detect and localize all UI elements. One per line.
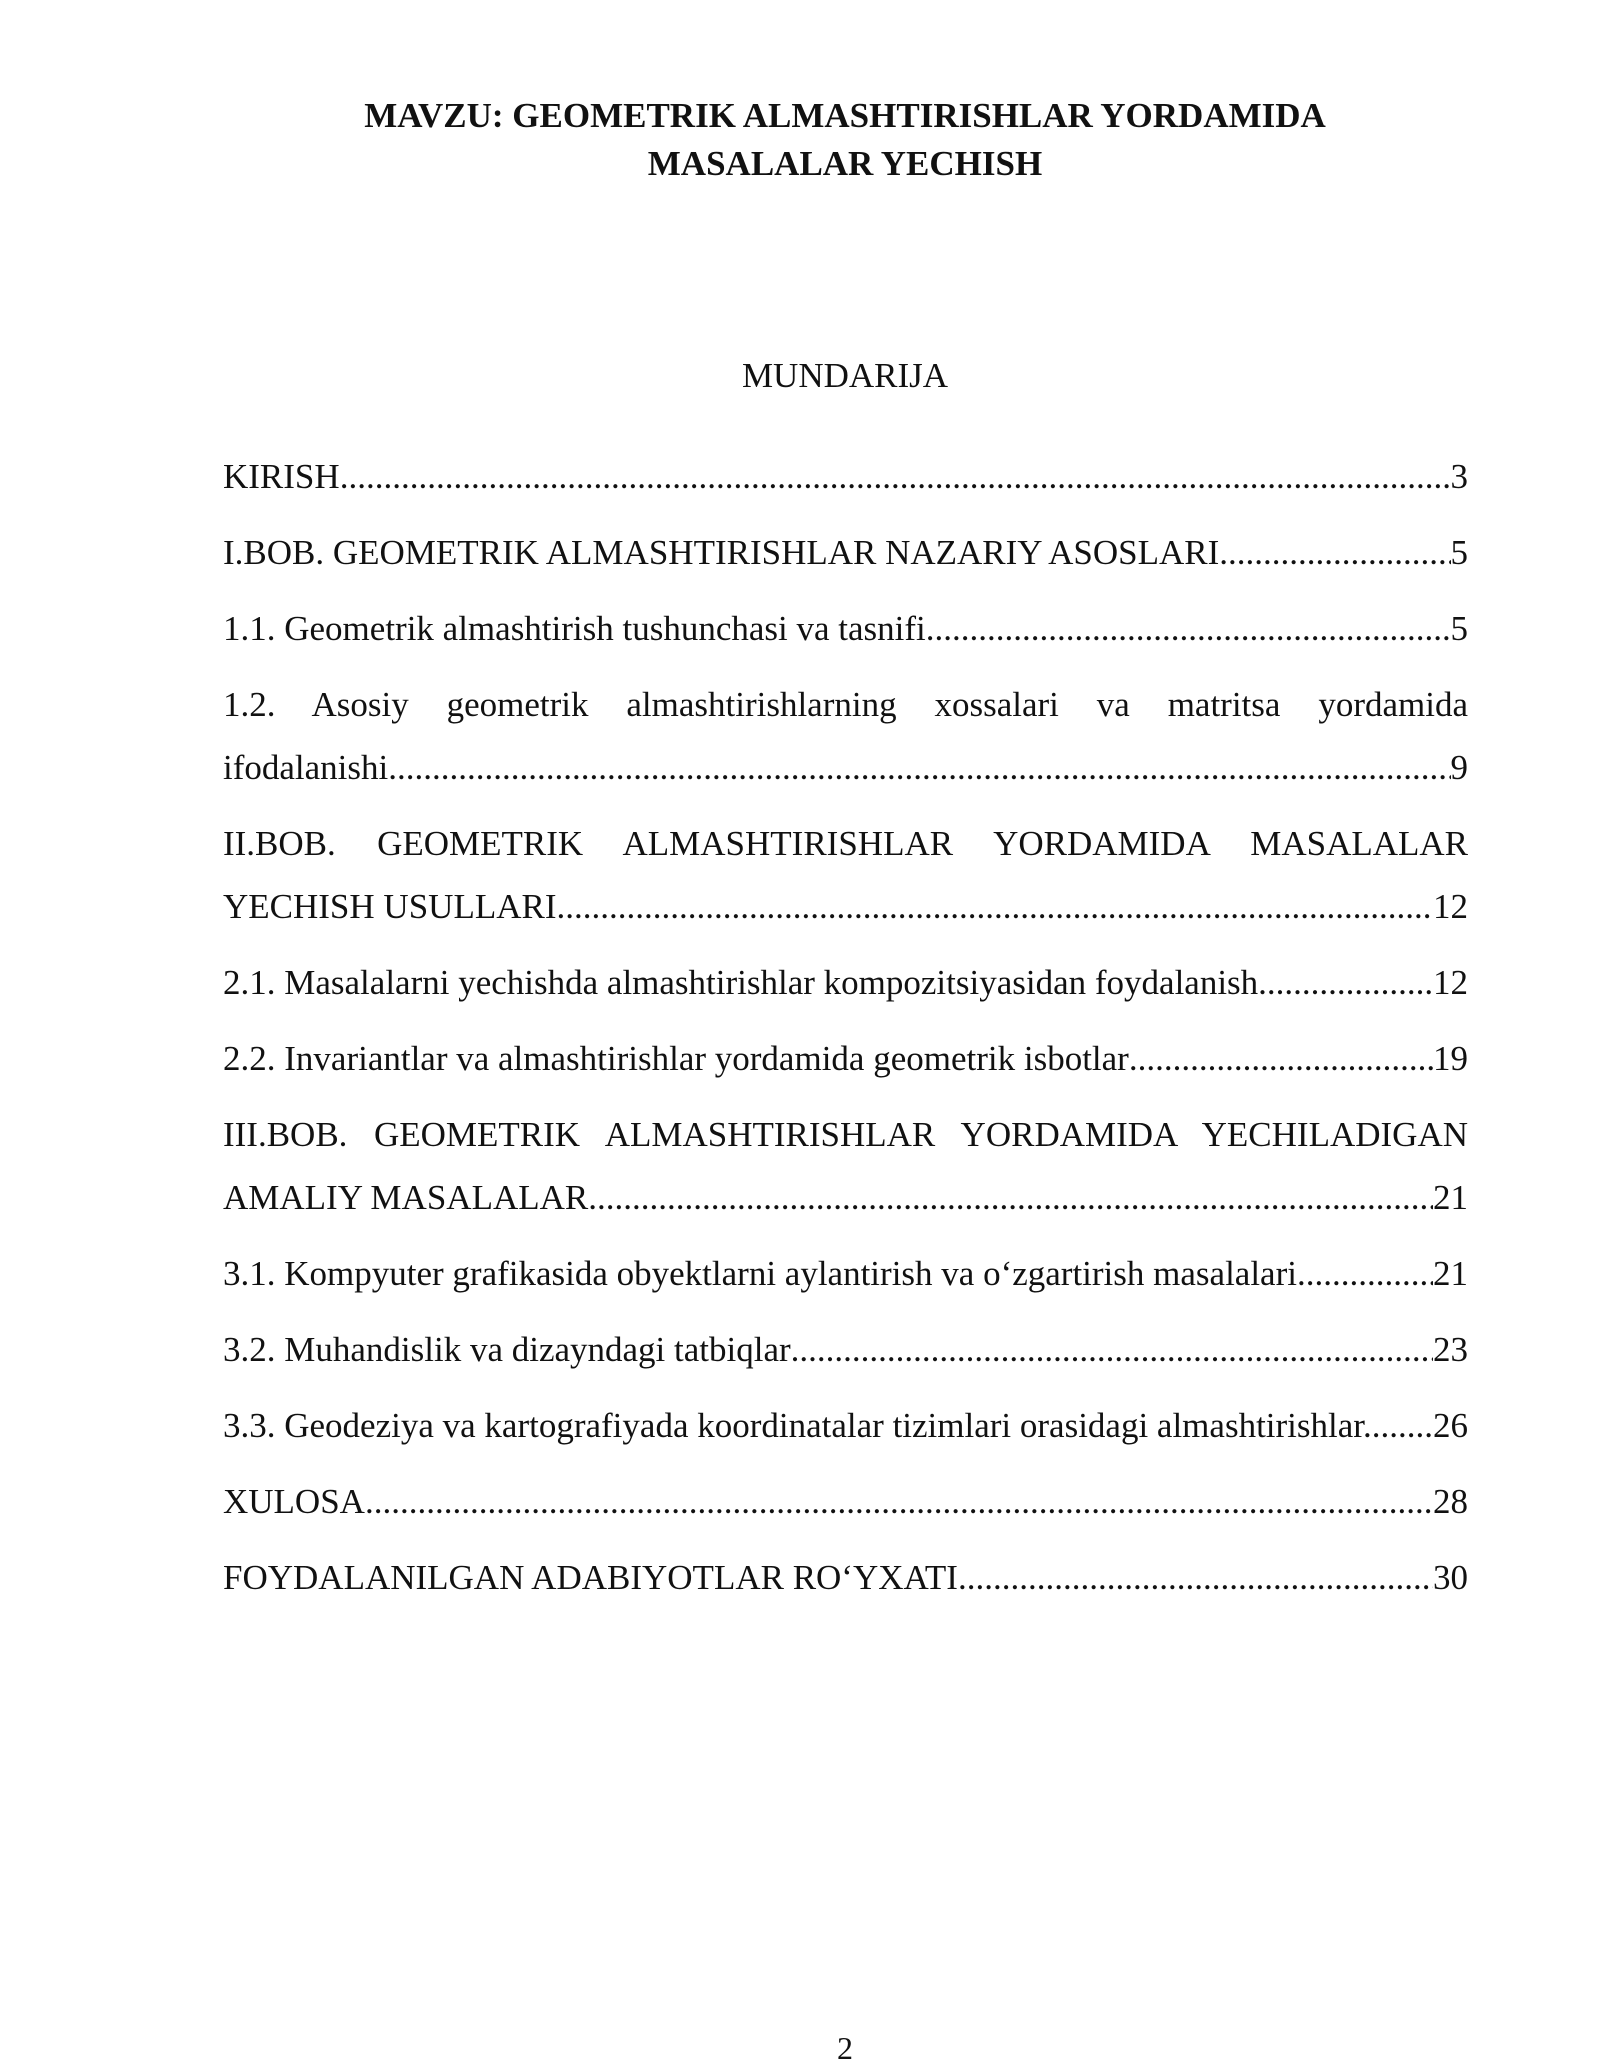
toc-entry-page: 21 [1433, 1178, 1468, 1217]
toc-entry-page: 12 [1433, 963, 1468, 1002]
dot-leader [365, 1470, 1433, 1533]
toc-entry-text: 2.1. Masalalarni yechishda almashtirishlar kompozitsiyasidan foydalanish [223, 963, 1259, 1002]
dot-leader [1258, 951, 1433, 1014]
toc-entry-text: ifodalanishi [223, 748, 389, 787]
toc-entry-text: AMALIY MASALALAR [223, 1178, 589, 1217]
page-number: 2 [837, 2030, 853, 2066]
toc-entry-page: 3 [1450, 457, 1468, 496]
toc-entry[interactable] [223, 1394, 1468, 1457]
toc-entry-page: 28 [1433, 1482, 1468, 1521]
document-title [0, 92, 1600, 188]
dot-leader [556, 875, 1433, 938]
dot-leader [958, 1546, 1433, 1609]
title-line-2: MASALALAR YECHISH [647, 144, 1043, 183]
toc-entry-page: 9 [1450, 748, 1468, 787]
toc-entry-text: 1.1. Geometrik almashtirish tushunchasi va tasnifi [223, 609, 926, 648]
toc-entry[interactable] [223, 1546, 1468, 1609]
toc-entry-page: 19 [1433, 1039, 1468, 1078]
toc-entry-text: 2.2. Invariantlar va almashtirishlar yordamida geometrik isbotlar [223, 1039, 1129, 1078]
toc-entry[interactable] [223, 597, 1468, 660]
toc-entry[interactable] [223, 1470, 1468, 1533]
toc-entry-page: 12 [1433, 887, 1468, 926]
toc-entry[interactable] [223, 1027, 1468, 1090]
toc-entry-text: FOYDALANILGAN ADABIYOTLAR RO‘YXATI [223, 1558, 958, 1597]
dot-leader [340, 445, 1451, 508]
title-line-1: MAVZU: GEOMETRIK ALMASHTIRISHLAR YORDAMIDA [364, 96, 1326, 135]
toc-entry-text: XULOSA [223, 1482, 365, 1521]
dot-leader [588, 1166, 1433, 1229]
toc-entry[interactable] [223, 1103, 1468, 1229]
toc-entry[interactable] [223, 951, 1468, 1014]
toc-entry[interactable] [223, 812, 1468, 938]
toc-entry[interactable] [223, 673, 1468, 799]
dot-leader [926, 597, 1451, 660]
toc-entry-text-line1: III.BOB. GEOMETRIK ALMASHTIRISHLAR YORDAMIDA YECHILADIGAN [223, 1115, 1468, 1154]
toc-entry-page: 30 [1433, 1558, 1468, 1597]
dot-leader [1129, 1027, 1433, 1090]
toc-entry[interactable] [223, 1318, 1468, 1381]
toc-entry[interactable] [223, 1242, 1468, 1305]
toc-entry-page: 23 [1433, 1330, 1468, 1369]
toc-entry-text: KIRISH [223, 457, 340, 496]
toc-entry-text: I.BOB. GEOMETRIK ALMASHTIRISHLAR NAZARIY ASOSLARI [223, 533, 1220, 572]
toc-heading: MUNDARIJA [741, 356, 949, 395]
toc-entry-text: YECHISH USULLARI [223, 887, 557, 926]
dot-leader [791, 1318, 1433, 1381]
toc-entry-page: 5 [1450, 533, 1468, 572]
dot-leader [388, 736, 1450, 799]
toc-entry[interactable] [223, 521, 1468, 584]
dot-leader [1372, 1394, 1433, 1457]
toc-entry[interactable] [223, 445, 1468, 508]
toc-entry-text: 3.1. Kompyuter grafikasida obyektlarni aylantirish va o‘zgartirish masalalari [223, 1254, 1297, 1293]
dot-leader [1297, 1242, 1433, 1305]
toc-entry-page: 5 [1450, 609, 1468, 648]
toc-entry-text-line1: 1.2. Asosiy geometrik almashtirishlarning xossalari va matritsa yordamida [223, 685, 1468, 724]
toc-entry-text-line1: II.BOB. GEOMETRIK ALMASHTIRISHLAR YORDAMIDA MASALALAR [223, 824, 1468, 863]
table-of-contents [223, 445, 1468, 1622]
toc-entry-page: 21 [1433, 1254, 1468, 1293]
dot-leader [1219, 521, 1450, 584]
toc-entry-page: 26 [1433, 1406, 1468, 1445]
toc-entry-text: 3.3. Geodeziya va kartografiyada koordinatalar tizimlari orasidagi almashtirishlar. [223, 1406, 1372, 1445]
toc-entry-text: 3.2. Muhandislik va dizayndagi tatbiqlar [223, 1330, 791, 1369]
